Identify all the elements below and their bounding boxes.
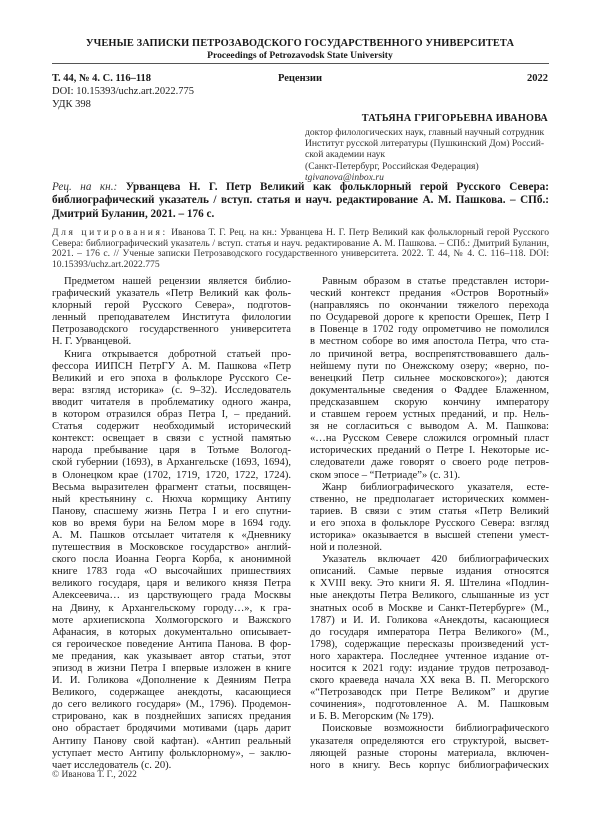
paragraph <box>52 349 291 772</box>
text-line: Равным образом в статье представлен истори- <box>322 276 549 287</box>
text-line: носится к 2021 году: издание трудов петрозавод- <box>310 663 549 674</box>
text-line: в местном соборе во имя апостола Петра, что ста- <box>310 336 549 348</box>
body-column-left <box>52 276 291 772</box>
text-line: Антипу Панову свой кафтан). «Антип реальный <box>52 735 291 747</box>
text-line: на Двину, к Архангельскому городу…», к гра- <box>52 602 291 614</box>
text-line: Весьма выразителен фрагмент статьи, посвящен- <box>52 481 291 493</box>
text-line: вера: взгляд историка» (с. 9–32). Исследователь <box>52 384 291 396</box>
text-line: стрировано, как в позднейших записях предания <box>52 711 291 723</box>
text-line: в Повенце в 1702 году опрометчиво не помолился <box>310 324 549 336</box>
text-line: Указатель включает 420 библиографических <box>322 554 549 566</box>
doi[interactable]: DOI: 10.15393/uchz.art.2022.775 <box>52 86 195 97</box>
copyright: © Иванова Т. Г., 2022 <box>52 770 137 780</box>
text-line: ской губернии (1693), в Архангельске (1693, 1694), <box>52 457 291 469</box>
text-line: А. М. Пашков отсылает читателя к «Дневнику <box>52 529 291 541</box>
text-line: «“Петрозаводск при Петре Великом” и другие <box>310 687 549 699</box>
text-line: венецкий Петр сильнее московского»); даются <box>310 372 549 384</box>
affiliation-line: Институт русской литературы (Пушкинский Дом) Россий- <box>305 138 545 150</box>
text-line: фессора ИИПСН ПетрГУ А. М. Пашкова «Петр <box>52 360 291 372</box>
text-line: ков во время бури на Белом море в 1694 году. <box>52 517 291 529</box>
section-name: Рецензии <box>277 73 322 84</box>
text-line: до государя императора Петра Великого» (М., <box>310 626 549 638</box>
text-line: Н. Г. Урванцевой. <box>52 336 132 348</box>
text-line: (направляясь по окончании тяжелого перехода <box>310 300 549 312</box>
journal-title: УЧЕНЫЕ ЗАПИСКИ ПЕТРОЗАВОДСКОГО ГОСУДАРСТВЕННОГО УНИВЕРСИТЕТА <box>85 38 515 49</box>
affiliation-line: ской академии наук <box>305 149 386 161</box>
text-line: ный крестьянину с. Нюхча кормщику Антипу <box>52 493 291 505</box>
text-line: Предметом нашей рецензии является библио- <box>64 276 291 287</box>
journal-subtitle: Proceedings of Petrozavodsk State University <box>207 50 393 61</box>
text-line: историка» оказывается в высшей степени умест- <box>310 529 549 541</box>
text-line: клорный герой Русского Севера», подготов- <box>52 300 291 312</box>
citation-block <box>52 228 549 270</box>
text-line: вводит читателя в проблематику одного жанра, <box>52 396 291 408</box>
text-line: и ставшем героем устных преданий, и пр. Нель- <box>310 409 549 421</box>
text-line: указателя определяются его структурой, высвет- <box>310 735 549 747</box>
text-line: графический указатель «Петр Великий как фоль- <box>52 288 291 300</box>
text-line: народа пребывание царя в Тотьме Вологод- <box>52 445 291 457</box>
text-line: знатных особ в Москве и Санкт-Петербурге» (М., <box>310 602 549 614</box>
text-line: и его эпоха в фольклоре Русского Севера: взгляд <box>310 517 549 529</box>
text-line: нейшему пути по Онежскому озеру; «верно, по- <box>310 360 549 372</box>
review-label: Рец. на кн.: <box>52 181 118 193</box>
text-line: Книга открывается добротной статьей про- <box>64 348 291 360</box>
text-line: в Олонецком крае (1702, 1719, 1720, 1722, 1724). <box>52 469 291 481</box>
text-line: Поисковые возможности библиографического <box>322 723 549 735</box>
citation-label: Для цитирования: <box>52 227 168 238</box>
author-email[interactable]: tgivanova@inbox.ru <box>305 171 384 183</box>
year: 2022 <box>527 73 548 84</box>
text-line: ной и полезной. <box>310 542 383 554</box>
text-line: до сего великого государя» (М., 1796). Продемон- <box>52 699 291 711</box>
udk: УДК 398 <box>52 99 91 110</box>
text-line: Великий и его эпоха в фольклоре Русского Се- <box>52 372 291 384</box>
text-line: Афанасия, в которых документально описывает- <box>52 626 291 638</box>
text-line: ного характера. Последнее учтенное издание от- <box>310 650 549 662</box>
text-line: к XVIII веку. Это книги Я. Я. Штелина «Подлин- <box>310 578 549 590</box>
text-line: ные анекдоты Петра Великого, слышанные из уст <box>310 590 549 602</box>
body-column-right <box>310 276 549 772</box>
reviewed-book-title: Урванцева Н. Г. Петр Великий как фольклорный герой Русского Севера: библиографический указатель / вступ. статья и науч. редактирование А. М. Пашкова. – СПб.: Дмитрий Буланин, 2021. – 176 с. <box>52 181 549 220</box>
text-line: Великого, содержащее анекдоты, касающиеся <box>52 687 291 699</box>
text-line: ся героическое поведение Антипа Панова. В фор- <box>52 638 291 650</box>
text-line: ского посла Иоанна Георга Корба, к анонимной <box>52 554 291 566</box>
text-line: ском эпосе – “Петриаде”» (с. 31). <box>310 469 461 481</box>
text-line: Панову, спасшему жизнь Петра I и его спутни- <box>52 505 291 517</box>
text-line: чает исследователь (с. 20). <box>52 759 172 771</box>
text-line: книге 1783 года «О высочайших пришествиях <box>52 566 291 578</box>
text-line: ляющей разные стороны материала, включен- <box>310 747 549 759</box>
text-line: описаний. Самые первые издания относятся <box>310 566 549 578</box>
text-line: следователи даже говорят о своего роде петров- <box>310 457 549 469</box>
affiliation-line: (Санкт-Петербург, Российская Федерация) <box>305 160 479 172</box>
text-line: сочинения», подготовленное А. М. Пашковым <box>310 699 549 711</box>
paragraph <box>310 482 549 555</box>
text-line: ме предания, как указывает автор статьи, этот <box>52 650 291 662</box>
text-line: моте архиепископа Холмогорского и Важского <box>52 614 291 626</box>
paragraph <box>310 723 549 771</box>
text-line: «…на Русском Севере сложился огромный пласт <box>310 433 549 445</box>
text-line: путешествия в Московское государство» англий- <box>52 542 291 554</box>
text-line: уступает место Антипу фольклорному», – заклю- <box>52 747 291 759</box>
text-line: великого государя, царя и великого князя Петра <box>52 578 291 590</box>
citation-text: Иванова Т. Г. Рец. на кн.: Урванцева Н. Г. Петр Великий как фольклорный герой Русского Севера: библиографический указатель / вступ. статья и науч. редактирование А. М. Пашкова. – СПб.: Дмитрий Буланин, 2021. – 176 с. // Ученые записки Петрозаводского государственного университета. 2022. Т. 44, № 4. С. 116–118. DOI: 10.15393/uchz.art.2022.775 <box>52 227 549 270</box>
author-affiliation <box>305 127 548 183</box>
text-line: Петрозаводского государственного университета <box>52 324 291 336</box>
header-divider <box>52 63 549 64</box>
text-line: ленный преподавателем Института филологии <box>52 312 291 324</box>
text-line: ного в книгу. Весь корпус библиографических <box>310 759 549 771</box>
text-line: ственно, не предполагает исторических коммен- <box>310 493 549 505</box>
text-line: 1798), содержащие пересказы произведений уст- <box>310 638 549 650</box>
text-line: по Осударевой дороге к крепости Орешек, Петр I <box>310 312 549 324</box>
text-line: и Б. В. Мегорским (№ 179). <box>310 711 434 723</box>
text-line: Статья содержит необходимый исторический <box>52 421 291 433</box>
text-line: ло причиной ветра, воспрепятствовавшего даль- <box>310 348 549 360</box>
author-name: ТАТЬЯНА ГРИГОРЬЕВНА ИВАНОВА <box>361 113 548 124</box>
text-line: эпизод в жизни Петра I впервые изложен в книге <box>52 663 291 674</box>
affiliation-line: доктор филологических наук, главный научный сотрудник <box>305 127 545 138</box>
text-line: предсказавшем скорую кончину императору <box>310 396 549 408</box>
text-line: 1787) и И. И. Голикова «Анекдоты, касающиеся <box>310 614 549 626</box>
text-line: в котором отразился образ Петра I, – преданий. <box>52 409 291 421</box>
text-line: контекст: освещает в связи с устной памятью <box>52 433 291 445</box>
text-line: оно обрастает бродячими мотивами (царь дарит <box>52 723 291 735</box>
text-line: ского краеведа начала XX века В. П. Мегорского <box>310 675 549 687</box>
text-line: исторических преданий о Петре I. Некоторые ис- <box>310 445 549 457</box>
paragraph <box>52 276 291 349</box>
text-line: ческий контекст предания «Остров Воротный» <box>310 288 549 300</box>
text-line: Алексеевича… из царствующего града Москвы <box>52 590 291 602</box>
text-line: И. И. Голикова «Дополнение к Деяниям Петра <box>52 675 291 687</box>
text-line: тариев. В связи с этим статья «Петр Великий <box>310 505 549 517</box>
text-line: документальные сведения о Фаддее Блаженном, <box>310 384 549 396</box>
reviewed-book <box>52 181 549 221</box>
text-line: Жанр библиографического указателя, есте- <box>322 481 549 493</box>
paragraph <box>310 276 549 482</box>
paragraph <box>310 554 549 723</box>
text-line: зя не согласиться с выводом А. М. Пашкова: <box>310 421 549 433</box>
volume-info: Т. 44, № 4. С. 116–118 <box>52 73 152 84</box>
